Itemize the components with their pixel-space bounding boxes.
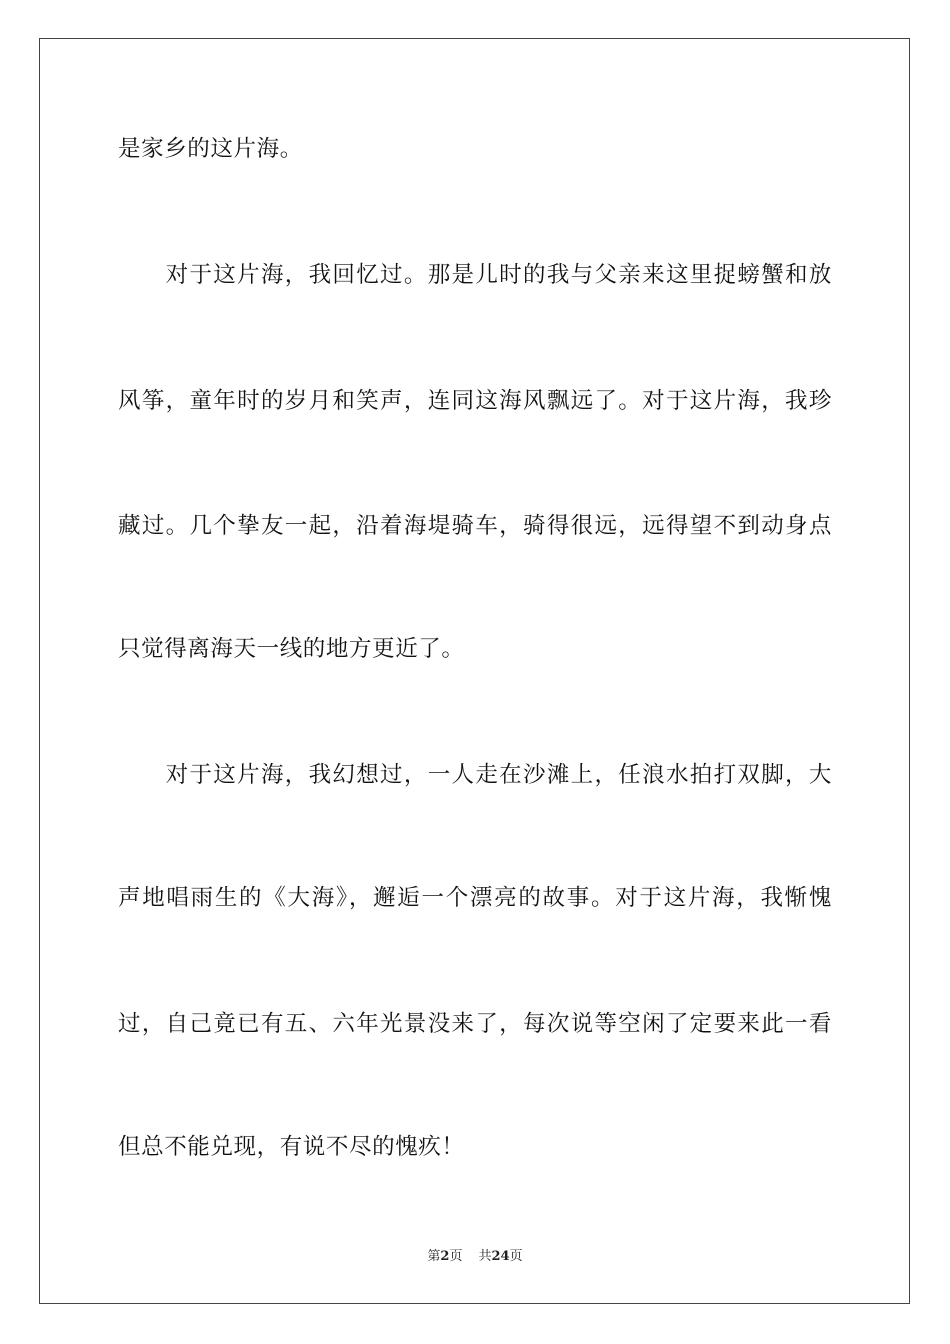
page-border	[39, 38, 910, 1304]
page-number: 2	[440, 1249, 450, 1264]
page-prefix: 第	[427, 1249, 441, 1264]
text-line-1: 是家乡的这片海。	[118, 136, 303, 162]
total-pages: 24	[491, 1249, 510, 1264]
text-line-5: 只觉得离海天一线的地方更近了。	[118, 636, 465, 662]
text-line-2: 对于这片海，我回忆过。那是儿时的我与父亲来这里捉螃蟹和放	[118, 262, 832, 288]
text-line-6: 对于这片海，我幻想过，一人走在沙滩上，任浪水拍打双脚，大	[118, 762, 832, 788]
total-prefix: 共	[478, 1249, 492, 1264]
total-suffix: 页	[509, 1249, 523, 1264]
page-footer	[0, 1248, 950, 1266]
page-suffix: 页	[449, 1249, 463, 1264]
text-line-4: 藏过。几个挚友一起，沿着海堤骑车，骑得很远，远得望不到动身点	[118, 513, 832, 539]
text-line-3: 风筝，童年时的岁月和笑声，连同这海风飘远了。对于这片海，我珍	[118, 388, 832, 414]
text-line-9: 但总不能兑现，有说不尽的愧疚！	[118, 1134, 465, 1160]
text-line-8: 过，自己竟已有五、六年光景没来了，每次说等空闲了定要来此一看	[118, 1011, 832, 1037]
text-line-7: 声地唱雨生的《大海》，邂逅一个漂亮的故事。对于这片海，我惭愧	[118, 885, 832, 911]
